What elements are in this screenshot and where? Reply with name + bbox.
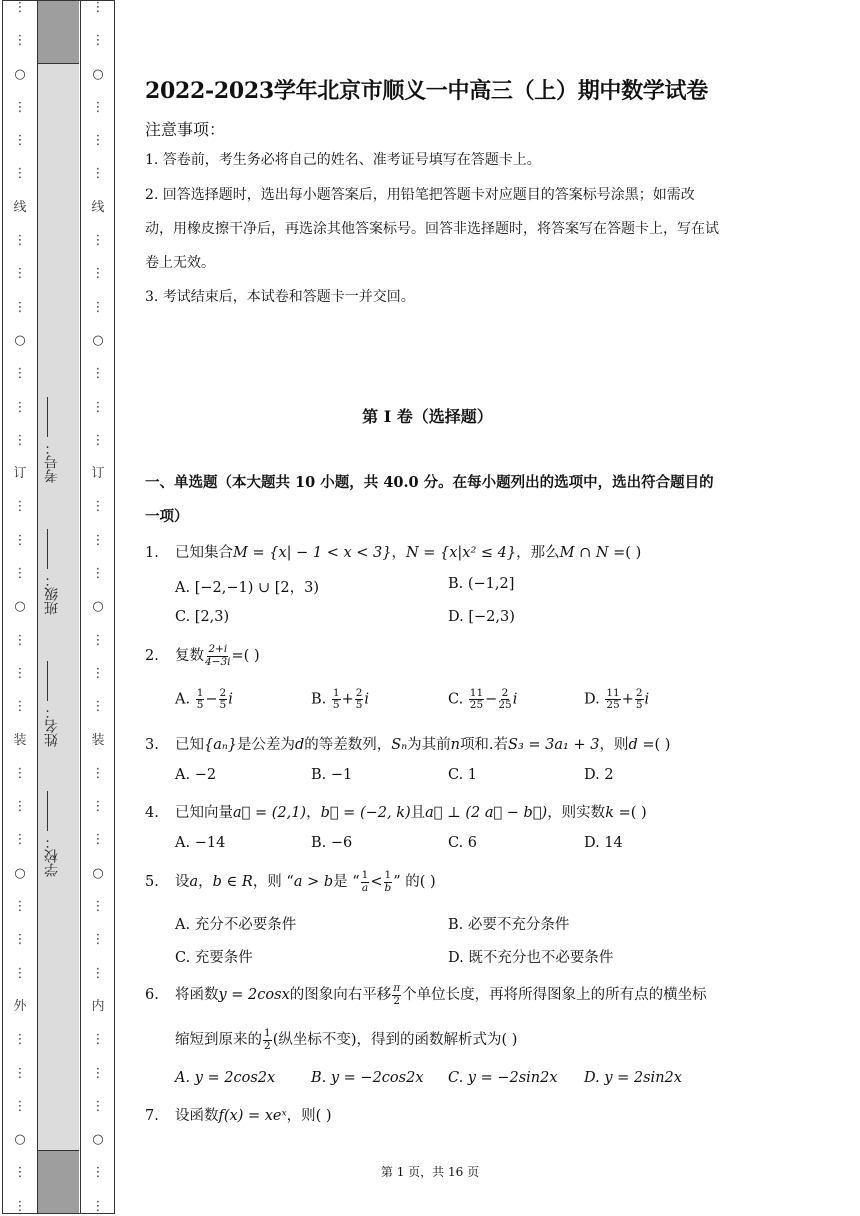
seal-dots-mark: ⋮ bbox=[13, 665, 27, 681]
seal-dots-mark: ⋮ bbox=[91, 1065, 105, 1081]
seal-dots-mark: ⋮ bbox=[91, 1198, 105, 1214]
seal-dots-mark: ⋮ bbox=[13, 1065, 27, 1081]
seal-dots-mark: ⋮ bbox=[91, 233, 105, 249]
q5-option-c: C. 充要条件 bbox=[175, 950, 253, 966]
strip-cap-top bbox=[38, 1, 79, 64]
page-title: 2022-2023学年北京市顺义一中高三（上）期中数学试卷 bbox=[145, 78, 708, 104]
student-info-strip bbox=[38, 1, 79, 1213]
q5-option-d: D. 既不充分也不必要条件 bbox=[448, 950, 614, 966]
seal-dots-mark: ⋮ bbox=[13, 266, 27, 282]
name-field[interactable]: 姓名： bbox=[42, 661, 74, 747]
seal-dots-mark: ⋮ bbox=[13, 532, 27, 548]
seal-dots-mark: ⋮ bbox=[13, 765, 27, 781]
seal-dots-mark: ⋮ bbox=[91, 932, 105, 948]
q4-option-b: B. −6 bbox=[311, 835, 353, 851]
seal-circle-mark: ○ bbox=[14, 865, 26, 881]
seal-label-mark: 线 bbox=[91, 199, 105, 215]
outer-seal-line bbox=[3, 1, 38, 1213]
seal-dots-mark: ⋮ bbox=[91, 33, 105, 49]
seal-dots-mark: ⋮ bbox=[13, 133, 27, 149]
seal-label-mark: 线 bbox=[13, 199, 27, 215]
seal-dots-mark: ⋮ bbox=[91, 166, 105, 182]
seal-circle-mark: ○ bbox=[92, 865, 104, 881]
q3-option-b: B. −1 bbox=[311, 767, 353, 783]
seal-dots-mark: ⋮ bbox=[13, 166, 27, 182]
seal-dots-mark: ⋮ bbox=[13, 233, 27, 249]
notice-3: 3. 考试结束后，本试卷和答题卡一并交回。 bbox=[145, 289, 415, 305]
seal-dots-mark: ⋮ bbox=[13, 432, 27, 448]
seal-dots-mark: ⋮ bbox=[13, 499, 27, 515]
q2-option-b: B. $\frac{1}{5}$ + $\frac{2}{5}$ i bbox=[311, 687, 370, 712]
school-field[interactable]: 学校： bbox=[42, 791, 74, 877]
seal-label-mark: 订 bbox=[91, 466, 105, 482]
seal-dots-mark: ⋮ bbox=[13, 33, 27, 49]
seal-dots-mark: ⋮ bbox=[91, 699, 105, 715]
seal-circle-mark: ○ bbox=[92, 1132, 104, 1148]
question-5: 5. 设a，b ∈ R，则 “a > b是 “ $\frac{1}{a}$ < $\frac{1}{b}$ ” 的( ) bbox=[145, 869, 436, 894]
seal-dots-mark: ⋮ bbox=[13, 1198, 27, 1214]
question-4: 4. 已知向量a⃗ = (2,1)，b⃗ = (−2, k)且a⃗ ⊥ (2 a⃗ − b⃗)，则实数k =( ) bbox=[145, 805, 647, 821]
seal-circle-mark: ○ bbox=[92, 599, 104, 615]
seal-dots-mark: ⋮ bbox=[91, 299, 105, 315]
q3-option-c: C. 1 bbox=[448, 767, 478, 783]
inner-seal-line bbox=[80, 1, 115, 1213]
seal-dots-mark: ⋮ bbox=[91, 499, 105, 515]
seal-dots-mark: ⋮ bbox=[13, 1165, 27, 1181]
seal-dots-mark: ⋮ bbox=[13, 299, 27, 315]
seal-dots-mark: ⋮ bbox=[91, 432, 105, 448]
question-2: 2. 复数 $\frac{2+i}{4-3i}$ =( ) bbox=[145, 643, 260, 668]
q3-option-d: D. 2 bbox=[584, 767, 614, 783]
seal-dots-mark: ⋮ bbox=[13, 699, 27, 715]
q2-option-a: A. $\frac{1}{5}$ − $\frac{2}{5}$ i bbox=[175, 687, 233, 712]
question-3: 3. 已知{aₙ}是公差为d的等差数列，Sₙ为其前n项和.若S₃ = 3a₁ + 3，则d =( ) bbox=[145, 737, 671, 753]
seal-label-mark: 装 bbox=[13, 732, 27, 748]
seal-label-mark: 内 bbox=[91, 998, 105, 1014]
seal-dots-mark: ⋮ bbox=[13, 566, 27, 582]
seal-dots-mark: ⋮ bbox=[91, 399, 105, 415]
q5-option-a: A. 充分不必要条件 bbox=[175, 917, 297, 933]
seal-dots-mark: ⋮ bbox=[91, 266, 105, 282]
seal-dots-mark: ⋮ bbox=[13, 965, 27, 981]
seal-dots-mark: ⋮ bbox=[91, 366, 105, 382]
seal-circle-mark: ○ bbox=[14, 599, 26, 615]
seal-dots-mark: ⋮ bbox=[91, 965, 105, 981]
q2-option-c: C. $\frac{11}{25}$ − $\frac{2}{25}$ i bbox=[448, 687, 518, 712]
question-1: 1. 已知集合M = {x| − 1 < x < 3}，N = {x|x² ≤ 4}，那么M ∩ N =( ) bbox=[145, 545, 642, 561]
exam-number-field[interactable]: 考号： bbox=[42, 397, 74, 483]
seal-dots-mark: ⋮ bbox=[91, 566, 105, 582]
page-footer: 第 1 页，共 16 页 bbox=[380, 1165, 480, 1179]
q4-option-a: A. −14 bbox=[175, 835, 226, 851]
seal-circle-mark: ○ bbox=[92, 332, 104, 348]
q6-option-a: A. y = 2cos2x bbox=[175, 1070, 276, 1086]
notice-1: 1. 答卷前，考生务必将自己的姓名、准考证号填写在答题卡上。 bbox=[145, 152, 541, 168]
seal-dots-mark: ⋮ bbox=[13, 0, 27, 15]
seal-circle-mark: ○ bbox=[14, 66, 26, 82]
seal-circle-mark: ○ bbox=[92, 66, 104, 82]
binding-margin bbox=[2, 0, 115, 1214]
q4-option-d: D. 14 bbox=[584, 835, 623, 851]
seal-dots-mark: ⋮ bbox=[13, 366, 27, 382]
q3-option-a: A. −2 bbox=[175, 767, 217, 783]
seal-label-mark: 订 bbox=[13, 466, 27, 482]
seal-dots-mark: ⋮ bbox=[91, 632, 105, 648]
seal-dots-mark: ⋮ bbox=[91, 1165, 105, 1181]
q1-option-b: B. (−1,2] bbox=[448, 576, 515, 592]
seal-dots-mark: ⋮ bbox=[13, 832, 27, 848]
seal-dots-mark: ⋮ bbox=[91, 0, 105, 15]
notice-heading: 注意事项： bbox=[145, 120, 226, 139]
seal-circle-mark: ○ bbox=[14, 1132, 26, 1148]
seal-dots-mark: ⋮ bbox=[91, 133, 105, 149]
q1-option-c: C. [2,3) bbox=[175, 609, 230, 625]
seal-dots-mark: ⋮ bbox=[13, 399, 27, 415]
part-heading: 一、单选题（本大题共 10 小题，共 40.0 分。在每小题列出的选项中，选出符合题目的一项） bbox=[145, 474, 714, 525]
seal-dots-mark: ⋮ bbox=[13, 99, 27, 115]
seal-dots-mark: ⋮ bbox=[91, 1098, 105, 1114]
question-7: 7. 设函数f(x) = xeˣ，则( ) bbox=[145, 1108, 332, 1124]
seal-dots-mark: ⋮ bbox=[91, 832, 105, 848]
seal-dots-mark: ⋮ bbox=[91, 99, 105, 115]
seal-circle-mark: ○ bbox=[14, 332, 26, 348]
seal-dots-mark: ⋮ bbox=[91, 1032, 105, 1048]
seal-dots-mark: ⋮ bbox=[91, 899, 105, 915]
seal-dots-mark: ⋮ bbox=[91, 799, 105, 815]
seal-dots-mark: ⋮ bbox=[91, 665, 105, 681]
q4-option-c: C. 6 bbox=[448, 835, 478, 851]
class-field[interactable]: 班级： bbox=[42, 529, 74, 615]
seal-label-mark: 外 bbox=[13, 998, 27, 1014]
seal-dots-mark: ⋮ bbox=[13, 1032, 27, 1048]
q2-fraction: $\frac{2+i}{4-3i}$ bbox=[205, 643, 231, 668]
q6-option-b: B. y = −2cos2x bbox=[311, 1070, 424, 1086]
seal-dots-mark: ⋮ bbox=[13, 799, 27, 815]
q6-option-c: C. y = −2sin2x bbox=[448, 1070, 558, 1086]
q5-option-b: B. 必要不充分条件 bbox=[448, 917, 570, 933]
q6-option-d: D. y = 2sin2x bbox=[584, 1070, 682, 1086]
seal-dots-mark: ⋮ bbox=[91, 532, 105, 548]
question-6-line-2: 缩短到原来的 $\frac{1}{2}$ (纵坐标不变)，得到的函数解析式为( ) bbox=[175, 1027, 518, 1052]
seal-label-mark: 装 bbox=[91, 732, 105, 748]
notice-2: 2. 回答选择题时，选出每小题答案后，用铅笔把答题卡对应题目的答案标号涂黑；如需改动，用橡皮擦干净后，再选涂其他答案标号。回答非选择题时，将答案写在答题卡上，写在试卷上无效。 bbox=[145, 187, 719, 271]
question-6: 6. 将函数y = 2cosx的图象向右平移 $\frac{\pi}{2}$ 个单位长度，再将所得图象上的所有点的横坐标 bbox=[145, 982, 707, 1007]
seal-dots-mark: ⋮ bbox=[13, 632, 27, 648]
seal-dots-mark: ⋮ bbox=[13, 1098, 27, 1114]
q1-option-d: D. [−2,3) bbox=[448, 609, 515, 625]
q1-option-a: A. [−2,−1) ∪ [2，3) bbox=[175, 580, 319, 596]
section-title: 第 I 卷（选择题） bbox=[362, 407, 493, 426]
strip-cap-bottom bbox=[38, 1150, 79, 1213]
seal-dots-mark: ⋮ bbox=[13, 899, 27, 915]
q2-option-d: D. $\frac{11}{25}$ + $\frac{2}{5}$ i bbox=[584, 687, 650, 712]
seal-dots-mark: ⋮ bbox=[91, 765, 105, 781]
seal-dots-mark: ⋮ bbox=[13, 932, 27, 948]
